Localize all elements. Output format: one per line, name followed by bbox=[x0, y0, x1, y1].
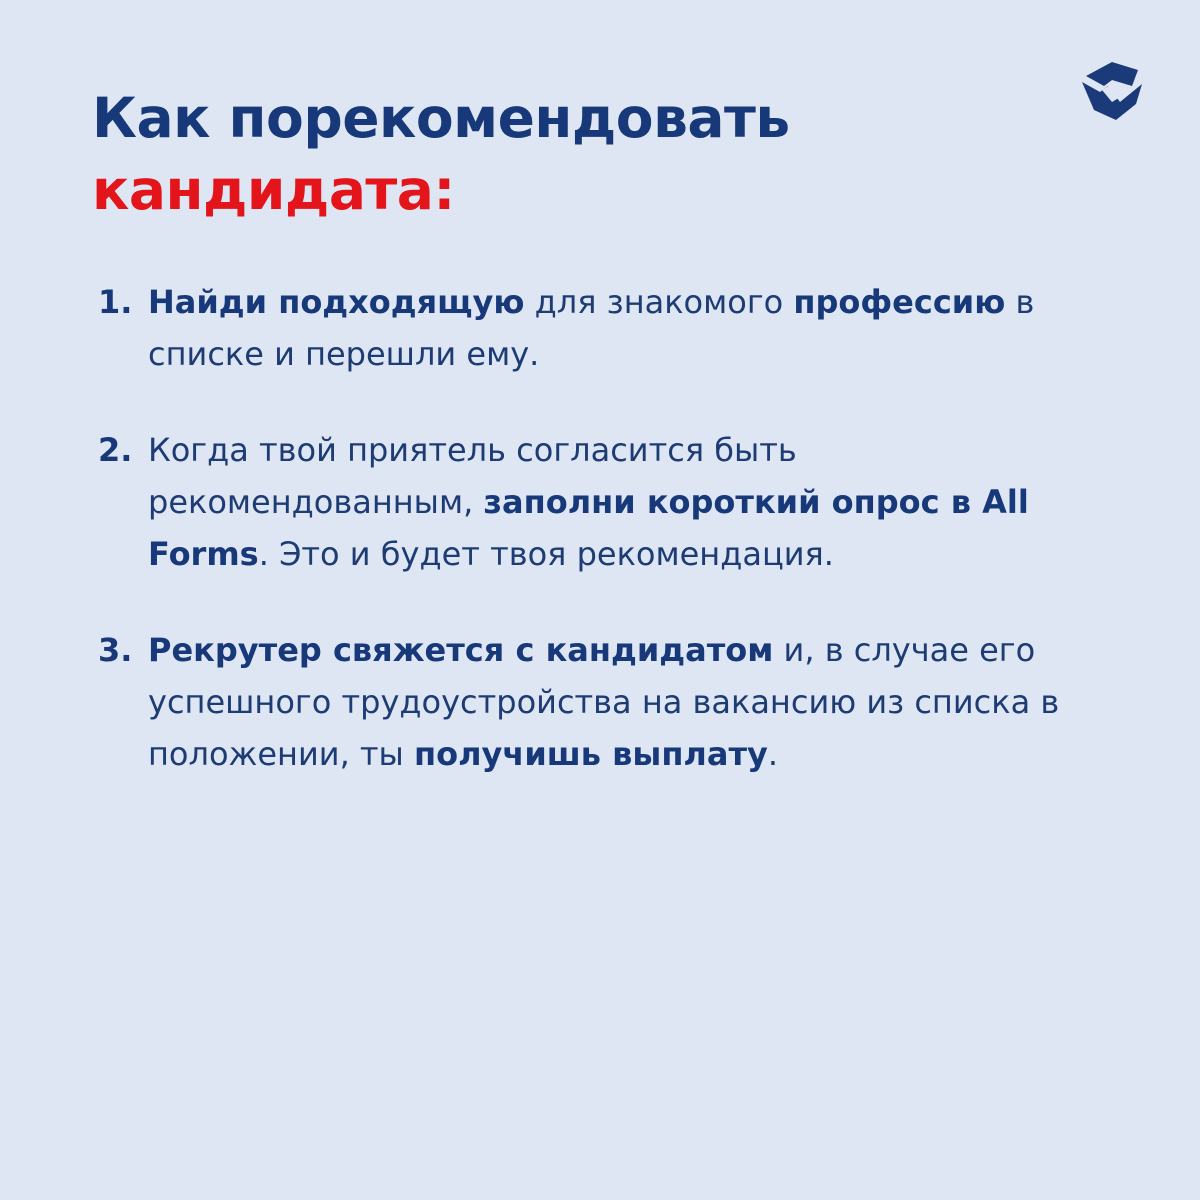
step-number: 1. bbox=[98, 283, 133, 321]
step-text-bold: профессию bbox=[793, 283, 1006, 321]
step-text: для знакомого bbox=[524, 283, 794, 321]
title-line-2: кандидата: bbox=[92, 158, 455, 222]
step-text-bold: Рекрутер свяжется с кандидатом bbox=[148, 631, 774, 669]
brand-logo-icon bbox=[1076, 56, 1144, 124]
step-2 bbox=[98, 424, 1108, 580]
step-3 bbox=[98, 624, 1108, 780]
step-text: . bbox=[767, 735, 779, 773]
step-text-bold: заполни короткий опрос в All Forms bbox=[148, 483, 1029, 573]
step-text: и, в случае его успешного трудоустройства на вакансию из списка в положении, ты bbox=[148, 631, 1060, 773]
step-number: 3. bbox=[98, 631, 133, 669]
step-text: Когда твой приятель согласится быть рекомендованным, bbox=[148, 431, 797, 521]
step-text: . Это и будет твоя рекомендация. bbox=[258, 535, 834, 573]
step-1 bbox=[98, 276, 1108, 380]
title-line-1: Как порекомендовать bbox=[92, 86, 790, 150]
step-text-bold: получишь выплату bbox=[413, 735, 768, 773]
steps-list bbox=[98, 276, 1108, 824]
step-text-bold: Найди подходящую bbox=[148, 283, 525, 321]
step-text: в списке и перешли ему. bbox=[148, 283, 1035, 373]
step-number: 2. bbox=[98, 431, 133, 469]
page-title bbox=[92, 82, 790, 226]
